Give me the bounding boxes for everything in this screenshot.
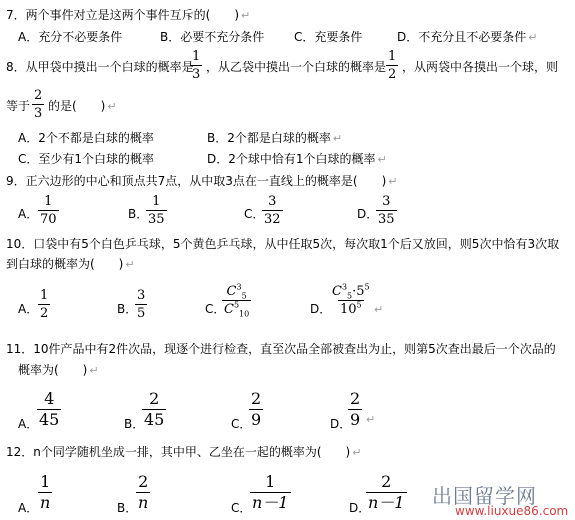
watermark-brand: 出国留学网 xyxy=(432,484,537,508)
q8-option-d: D．2个球中恰有1个白球的概率 ↵ xyxy=(207,152,387,166)
q8-stem-part3: ，从两袋中各摸出一个球，则 xyxy=(402,60,559,74)
q8-fraction-2: $\frac{1}{2}$ xyxy=(388,49,397,82)
q10-label-d: D． xyxy=(310,302,332,316)
q10-stem-line1: 10．口袋中有5个白色乒乓球，5个黄色乒乓球，从中任取5次，每次取1个后又放回，则5次中恰有3次取 xyxy=(6,237,560,251)
q7-option-b: B．必要不充分条件 xyxy=(160,30,265,44)
q10-label-c: C． xyxy=(205,302,226,316)
q7-option-a: A．充分不必要条件 xyxy=(18,30,123,44)
watermark-site: www.liuxue86.com xyxy=(455,504,569,518)
q7-option-c: C．充要条件 xyxy=(294,30,363,44)
q9-option-c: $\frac{3}{32}$ xyxy=(264,194,281,227)
q12-label-b: B． xyxy=(117,501,138,515)
q10-option-a: $\frac{1}{2}$ xyxy=(40,288,49,321)
q8-fraction-1: $\frac{1}{3}$ xyxy=(192,49,201,82)
q11-label-a: A． xyxy=(18,417,39,431)
q11-option-d: $\frac{2}{9}$ xyxy=(350,389,361,429)
q12-label-d: D． xyxy=(349,501,371,515)
q8-stem-part2: ，从乙袋中摸出一个白球的概率是 xyxy=(206,60,387,74)
q12-stem: 12．n个同学随机坐成一排，其中甲、乙坐在一起的概率为( ) ↵ xyxy=(6,445,362,459)
q9-stem: 9．正六边形的中心和顶点共7点，从中取3点在一直线上的概率是( ) ↵ xyxy=(6,174,398,188)
q11-stem-line1: 11．10件产品中有2件次品，现逐个进行检查，直至次品全部被查出为止，则第5次查出最后一个次品的 xyxy=(6,342,556,356)
q9-label-c: C． xyxy=(244,207,265,221)
q11-label-d: D． xyxy=(330,417,352,431)
q8-option-b: B．2个都是白球的概率 ↵ xyxy=(207,131,343,145)
q11-label-c: C． xyxy=(231,417,252,431)
q11-label-b: B． xyxy=(124,417,145,431)
q12-label-c: C． xyxy=(231,501,252,515)
q10-label-b: B． xyxy=(117,302,138,316)
q8-fraction-3: $\frac{2}{3}$ xyxy=(34,88,43,121)
q9-option-b: $\frac{1}{35}$ xyxy=(148,194,165,227)
q10-option-c: $\frac{C^3_5}{C^5_{10}}$ xyxy=(224,282,250,319)
q12-option-a: $\frac{1}{n}$ xyxy=(40,472,51,512)
q10-stem-line2: 到白球的概率为( ) ↵ xyxy=(6,257,135,271)
q8-option-c: C．至少有1个白球的概率 xyxy=(18,152,155,166)
q11-option-b: $\frac{2}{45}$ xyxy=(144,389,165,429)
q9-label-b: B． xyxy=(128,207,149,221)
q9-label-a: A． xyxy=(18,207,39,221)
q8-stem-part4: 等于 xyxy=(6,99,31,113)
q12-option-b: $\frac{2}{n}$ xyxy=(138,472,149,512)
q9-label-d: D． xyxy=(357,207,379,221)
q11-option-c: $\frac{2}{9}$ xyxy=(251,389,262,429)
q9-option-d: $\frac{3}{35}$ xyxy=(378,194,395,227)
q7-option-d: D．不充分且不必要条件 ↵ xyxy=(397,30,538,44)
q12-option-c: $\frac{1}{n-1}$ xyxy=(252,472,289,512)
q10-label-a: A． xyxy=(18,302,39,316)
q11-option-a: $\frac{4}{45}$ xyxy=(39,389,60,429)
q11-stem-line2: 概率为( ) ↵ xyxy=(18,363,99,377)
q12-label-a: A． xyxy=(18,501,39,515)
q7-stem: 7．两个事件对立是这两个事件互斥的( ) ↵ xyxy=(6,8,251,22)
q10-option-b: $\frac{3}{5}$ xyxy=(137,288,146,321)
q8-stem-part1: 8．从甲袋中摸出一个白球的概率是 xyxy=(6,60,194,74)
q10-option-d-mark: ↵ xyxy=(374,303,384,316)
q9-option-a: $\frac{1}{70}$ xyxy=(40,194,57,227)
q10-option-d: $\frac{C^3_5\cdot 5^5}{10^5}$ xyxy=(332,282,370,317)
q8-option-a: A．2个不都是白球的概率 xyxy=(18,131,154,145)
q12-option-d: $\frac{2}{n-1}$ xyxy=(368,472,405,512)
q8-stem-part5: 的是( ) ↵ xyxy=(48,99,117,113)
q11-option-d-mark: ↵ xyxy=(366,413,376,426)
